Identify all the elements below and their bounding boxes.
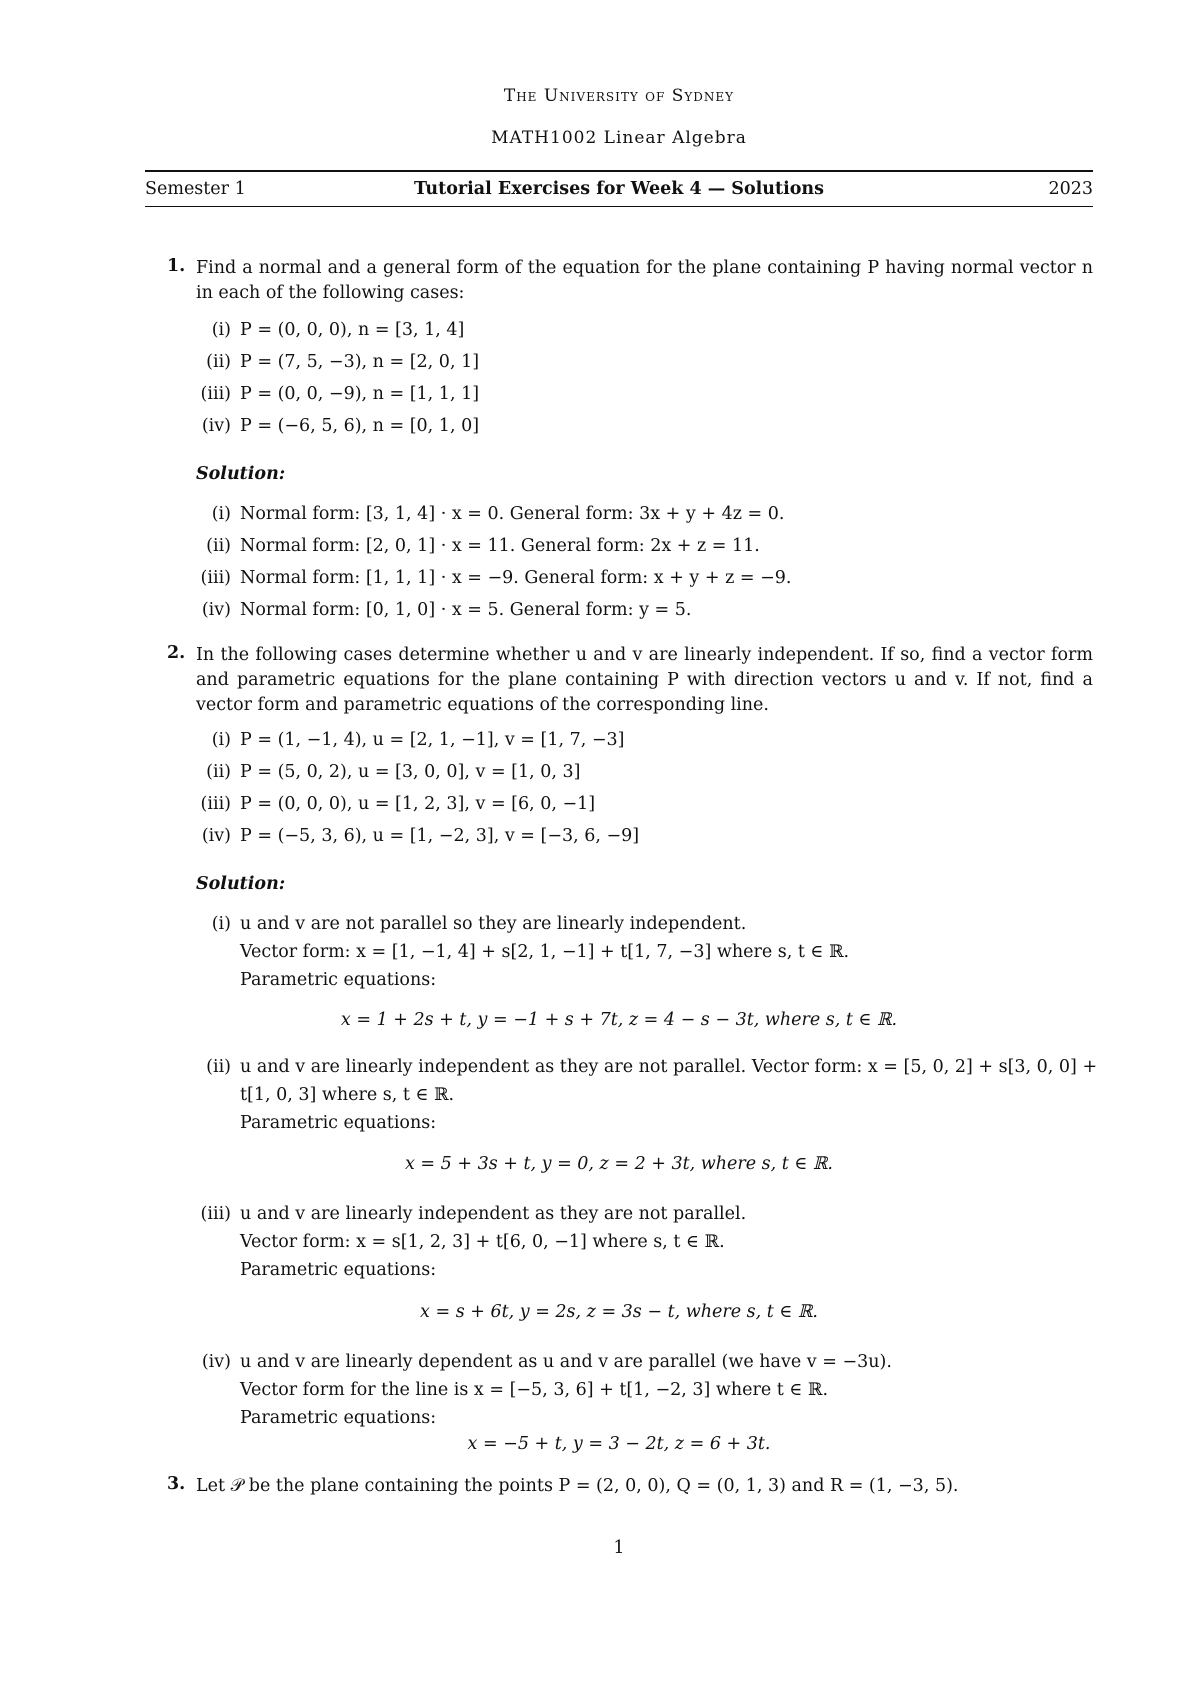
question-number: 3. (167, 1474, 186, 1494)
question-item (196, 826, 1093, 852)
solution-line: Parametric equations: (240, 1260, 437, 1280)
question-text: Find a normal and a general form of the equation for the plane containing P having normal vector n in each of the following cases: (196, 258, 1093, 303)
item-label: (iii) (200, 384, 231, 404)
item-text: P = (5, 0, 2), u = [3, 0, 0], v = [1, 0, 3] (240, 762, 581, 782)
question-item (196, 730, 1093, 756)
item-label: (i) (211, 504, 231, 524)
solution-line: u and v are not parallel so they are linearly independent. (240, 914, 747, 934)
solution-item (196, 600, 1093, 626)
item-text: P = (−6, 5, 6), n = [0, 1, 0] (240, 416, 480, 436)
item-label: (iv) (201, 600, 231, 620)
question-number: 2. (167, 643, 186, 663)
solution-body (240, 1200, 1093, 1284)
solution-body (240, 910, 1093, 994)
item-label: (iii) (200, 1204, 231, 1224)
question-item (196, 320, 1093, 346)
question-item (196, 416, 1093, 442)
item-text: P = (−5, 3, 6), u = [1, −2, 3], v = [−3, 6, −9] (240, 826, 640, 846)
solution-line: u and v are linearly independent as they are not parallel. Vector form: x = [5, 0, 2] + s[3, 0, 0] + (240, 1057, 1098, 1077)
solution-line: Parametric equations: (240, 1113, 437, 1133)
solution-line: t[1, 0, 3] where s, t ∈ ℝ. (240, 1085, 455, 1105)
solution-line: u and v are linearly independent as they are not parallel. (240, 1204, 747, 1224)
parametric-equation: x = −5 + t, y = 3 − 2t, z = 6 + 3t. (467, 1434, 771, 1454)
parametric-equation: x = 1 + 2s + t, y = −1 + s + 7t, z = 4 − s − 3t, where s, t ∈ ℝ. (340, 1010, 898, 1030)
parametric-equation: x = s + 6t, y = 2s, z = 3s − t, where s, t ∈ ℝ. (420, 1302, 818, 1322)
item-text: P = (1, −1, 4), u = [2, 1, −1], v = [1, 7, −3] (240, 730, 625, 750)
item-label: (iv) (201, 416, 231, 436)
solution-item (196, 568, 1093, 594)
course-title: MATH1002 Linear Algebra (491, 128, 747, 148)
header-rule-bottom (145, 206, 1093, 207)
item-text: Normal form: [3, 1, 4] · x = 0. General form: 3x + y + 4z = 0. (240, 504, 785, 524)
document-title: Tutorial Exercises for Week 4 — Solutions (414, 179, 824, 199)
header-rule-top (145, 170, 1093, 172)
question-item (196, 352, 1093, 378)
item-text: P = (0, 0, 0), n = [3, 1, 4] (240, 320, 465, 340)
document-page (145, 0, 1098, 1698)
item-label: (ii) (206, 1057, 231, 1077)
solution-item (196, 504, 1093, 530)
item-label: (ii) (206, 352, 231, 372)
solution-body (240, 1053, 1098, 1137)
item-label: (iii) (200, 568, 231, 588)
item-text: P = (7, 5, −3), n = [2, 0, 1] (240, 352, 480, 372)
question-item (196, 762, 1093, 788)
item-label: (iii) (200, 794, 231, 814)
item-text: Normal form: [0, 1, 0] · x = 5. General form: y = 5. (240, 600, 692, 620)
university-name: The University of Sydney (503, 86, 735, 106)
item-text: Normal form: [1, 1, 1] · x = −9. General form: x + y + z = −9. (240, 568, 792, 588)
solution-line: Vector form: x = [1, −1, 4] + s[2, 1, −1] + t[1, 7, −3] where s, t ∈ ℝ. (240, 942, 850, 962)
year-label: 2023 (1048, 179, 1093, 199)
item-label: (i) (211, 730, 231, 750)
parametric-equation: x = 5 + 3s + t, y = 0, z = 2 + 3t, where s, t ∈ ℝ. (404, 1154, 833, 1174)
solution-line: Parametric equations: (240, 970, 437, 990)
question-item (196, 384, 1093, 410)
item-text: P = (0, 0, 0), u = [1, 2, 3], v = [6, 0, −1] (240, 794, 596, 814)
question-text: Let 𝒫 be the plane containing the points P = (2, 0, 0), Q = (0, 1, 3) and R = (1, −3, 5). (196, 1476, 959, 1496)
solution-line: u and v are linearly dependent as u and v are parallel (we have v = −3u). (240, 1352, 892, 1372)
item-label: (ii) (206, 536, 231, 556)
item-text: P = (0, 0, −9), n = [1, 1, 1] (240, 384, 480, 404)
item-label: (i) (211, 914, 231, 934)
page-number: 1 (613, 1538, 625, 1558)
question-number: 1. (167, 256, 186, 276)
solution-heading: Solution: (196, 874, 286, 894)
question-item (196, 794, 1093, 820)
item-label: (iv) (201, 826, 231, 846)
solution-item (196, 536, 1093, 562)
solution-line: Vector form for the line is x = [−5, 3, 6] + t[1, −2, 3] where t ∈ ℝ. (240, 1380, 829, 1400)
solution-line: Parametric equations: (240, 1408, 437, 1428)
item-label: (iv) (201, 1352, 231, 1372)
item-text: Normal form: [2, 0, 1] · x = 11. General form: 2x + z = 11. (240, 536, 760, 556)
solution-line: Vector form: x = s[1, 2, 3] + t[6, 0, −1] where s, t ∈ ℝ. (240, 1232, 725, 1252)
solution-heading: Solution: (196, 464, 286, 484)
item-label: (ii) (206, 762, 231, 782)
solution-body (240, 1348, 1093, 1432)
semester-label: Semester 1 (145, 179, 246, 199)
item-label: (i) (211, 320, 231, 340)
header-bar (145, 179, 1093, 203)
question-text: In the following cases determine whether u and v are linearly independent. If so, find a vector form and parametric equations for the plane containing P with direction vectors u and v. If not, find a vector form and parametric equations of the corresponding line. (196, 645, 1093, 715)
